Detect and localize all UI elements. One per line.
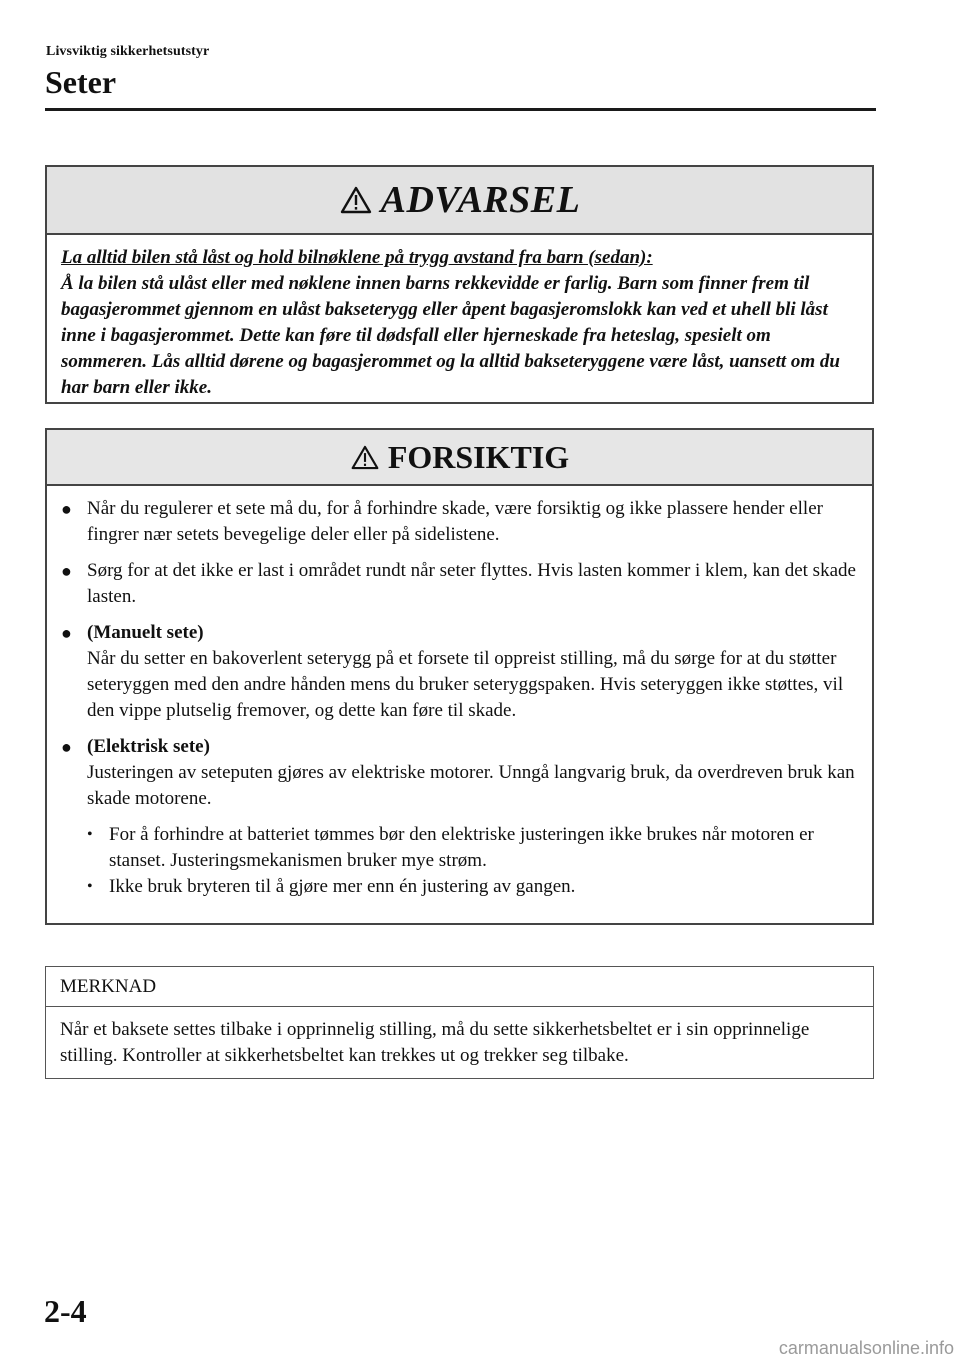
warning-triangle-icon: [350, 444, 380, 471]
page-number: 2-4: [44, 1293, 87, 1329]
sub-list: [87, 822, 856, 900]
small-bullet-icon: •: [87, 826, 93, 843]
caution-box: [45, 428, 874, 925]
sub-list-item-text: For å forhindre at batteriet tømmes bør den elektriske justeringen ikke brukes når motoren er stanset. Justeringsmekanismen bruker mye strøm.: [109, 824, 814, 871]
warning-title: ADVARSEL: [380, 179, 581, 221]
note-box: [45, 966, 874, 1079]
list-item: [61, 620, 856, 724]
bullet-icon: ●: [61, 737, 72, 757]
small-bullet-icon: •: [87, 878, 93, 895]
page-title: Seter: [45, 64, 117, 100]
warning-triangle-icon: [339, 185, 373, 215]
warning-lead: La alltid bilen stå låst og hold bilnøklene på trygg avstand fra barn (sedan):: [61, 247, 653, 268]
list-item: [61, 558, 856, 610]
sub-list-item-text: Ikke bruk bryteren til å gjøre mer enn én justering av gangen.: [109, 876, 576, 897]
watermark: carmanualsonline.info: [778, 1338, 954, 1358]
list-item-heading: (Manuelt sete): [87, 622, 204, 643]
sub-list-item: [87, 874, 856, 900]
caution-body: [47, 486, 872, 900]
note-text: Når et baksete settes tilbake i opprinnelig stilling, må du sette sikkerhetsbeltet er i sin opprinnelige stilling. Kontroller at sikkerhetsbeltet kan trekkes ut og trekker seg tilbake.: [60, 1019, 810, 1066]
list-item-text: Justeringen av seteputen gjøres av elektriske motorer. Unngå langvarig bruk, da overdreven bruk kan skade motorene.: [87, 762, 855, 809]
list-item-text: Når du setter en bakoverlent seterygg på et forsete til oppreist stilling, må du sørge for at du støtter seteryggen med den andre hånden mens du bruker seteryggspaken. Hvis seteryggen ikke støttes, vil den vippe plutselig fremover, og dette kan føre til skade.: [87, 648, 844, 721]
list-item-text: Når du regulerer et sete må du, for å forhindre skade, være forsiktig og ikke plassere hender eller fingrer nær setets bevegelige deler eller på sidelistene.: [87, 498, 823, 545]
bullet-icon: ●: [61, 499, 72, 519]
section-label: Livsviktig sikkerhetsutstyr: [46, 44, 210, 59]
list-item: [61, 496, 856, 548]
warning-header: [47, 167, 872, 235]
list-item: [61, 734, 856, 900]
sub-list-item: [87, 822, 856, 874]
warning-text: Å la bilen stå ulåst eller med nøklene innen barns rekkevidde er farlig. Barn som finner frem til bagasjerommet gjennom en ulåst bakseterygg eller åpent bagasjeromslokk kan ved et uhell bli låst inne i bagasjerommet. Dette kan føre til dødsfall eller hjerneskade fra heteslag, spesielt om sommeren. Lås alltid dørene og bagasjerommet og la alltid bakseteryggene være låst, uansett om du har barn eller ikke.: [61, 273, 840, 398]
note-title: MERKNAD: [46, 967, 873, 1007]
caution-title: FORSIKTIG: [387, 438, 570, 475]
warning-box: [45, 165, 874, 404]
bullet-icon: ●: [61, 561, 72, 581]
caution-header: [47, 430, 872, 486]
bullet-icon: ●: [61, 623, 72, 643]
title-divider: [45, 108, 876, 111]
list-item-heading: (Elektrisk sete): [87, 736, 210, 757]
list-item-text: Sørg for at det ikke er last i området rundt når seter flyttes. Hvis lasten kommer i klem, kan det skade lasten.: [87, 560, 856, 607]
warning-body: [47, 235, 872, 401]
